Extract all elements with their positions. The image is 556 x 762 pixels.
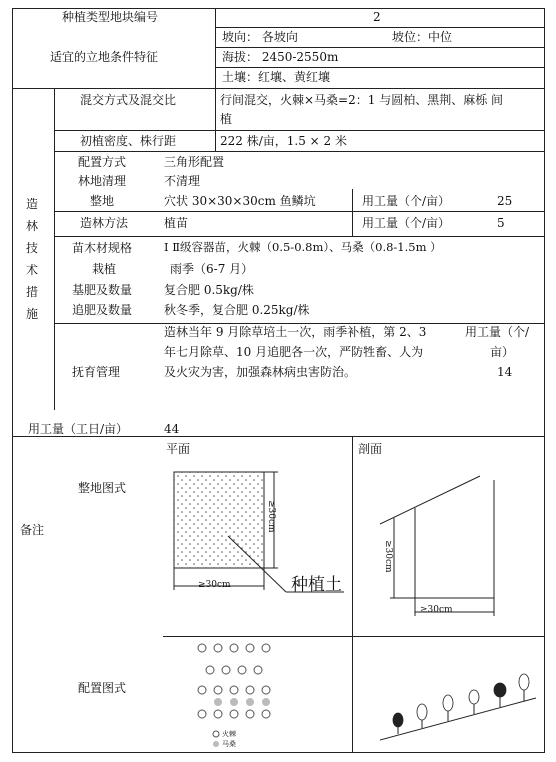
plan-height-dimension: ≥30cm (266, 500, 276, 533)
method-value: 植苗 (164, 216, 189, 230)
remarks-label: 备注 (20, 523, 45, 537)
base-fertilizer-value: 复合肥 0.5kg/株 (164, 283, 254, 297)
tending-value-line-1: 造林当年 9 月除草培土一次，雨季补植，第 2、3 (164, 325, 427, 339)
tending-value-line-2: 年七月除草、10 月追肥各一次，严防牲畜、人为 (164, 345, 424, 359)
planting-pattern-diagram (190, 640, 290, 750)
config-label: 配置方式 (78, 155, 127, 169)
tending-labor-label-2: 亩） (490, 345, 515, 359)
measures-section-char-1: 造 (26, 197, 39, 211)
method-labor-label: 用工量（个/亩） (362, 216, 451, 230)
measures-section-char-5: 措 (26, 285, 39, 299)
altitude-value: 海拔： 2450-2550m (222, 50, 339, 64)
base-fertilizer-label: 基肥及数量 (72, 283, 133, 297)
measures-section-char-6: 施 (26, 307, 39, 321)
seedling-label: 苗木材规格 (72, 241, 133, 255)
section-depth-dimension: ≥30cm (383, 540, 393, 573)
site-prep-labor-label: 用工量（个/亩） (362, 194, 451, 208)
site-conditions-label: 适宜的立地条件特征 (50, 50, 159, 64)
method-label: 造林方法 (80, 216, 129, 230)
section-view-label: 剖面 (358, 442, 383, 456)
slope-trees-diagram (376, 676, 540, 746)
mix-value-line-1: 行间混交，火棘×马桑=2：1 与圆柏、黑荆、麻栎 间 (220, 93, 504, 107)
method-labor-value: 5 (497, 216, 505, 230)
plan-width-dimension: ≥30cm (198, 580, 231, 590)
plot-code-value: 2 (373, 10, 381, 24)
measures-section-char-4: 术 (26, 263, 39, 277)
measures-section-char-3: 技 (26, 241, 39, 255)
config-diagram-label: 配置图式 (78, 681, 127, 695)
plan-view-label: 平面 (166, 442, 191, 456)
config-value: 三角形配置 (164, 155, 225, 169)
aspect-value: 坡向： 各坡向 (222, 30, 298, 44)
total-labor-label: 用工量（工日/亩） (28, 422, 129, 436)
soil-label: 种植土 (291, 575, 342, 595)
density-value: 222 株/亩，1.5 × 2 米 (220, 134, 347, 148)
clearing-label: 林地清理 (78, 174, 127, 188)
site-prep-labor-value: 25 (497, 194, 513, 208)
tending-label: 抚育管理 (72, 365, 121, 379)
tending-value-line-3: 及火灾为害，加强森林病虫害防治。 (164, 365, 357, 379)
legend-firethorn: 火棘 (222, 730, 236, 738)
soil-value: 土壤：红壤、黄红壤 (222, 70, 331, 84)
planting-label: 栽植 (92, 262, 117, 276)
measures-section-char-2: 林 (26, 219, 39, 233)
slope-position-value: 坡位：中位 (392, 30, 453, 44)
clearing-value: 不清理 (164, 174, 201, 188)
top-fertilizer-value: 秋冬季，复合肥 0.25kg/株 (164, 303, 310, 317)
seedling-value: Ⅰ Ⅱ级容器苗，火棘（0.5-0.8m）、马桑（0.8-1.5m ） (164, 240, 442, 254)
mix-label: 混交方式及混交比 (80, 93, 177, 107)
plot-code-label: 种植类型地块编号 (62, 10, 159, 24)
density-label: 初植密度、株行距 (80, 134, 177, 148)
total-labor-value: 44 (164, 422, 180, 436)
section-width-dimension: ≥30cm (420, 605, 453, 615)
site-prep-diagram-label: 整地图式 (78, 481, 127, 495)
mix-value-line-2: 植 (220, 112, 233, 126)
tending-labor-label-1: 用工量（个/ (465, 325, 530, 339)
planting-value: 雨季（6-7 月） (170, 262, 254, 276)
tending-labor-value: 14 (497, 365, 513, 379)
top-fertilizer-label: 追肥及数量 (72, 303, 133, 317)
site-prep-label: 整地 (90, 194, 115, 208)
legend-coriaria: 马桑 (222, 740, 236, 748)
site-prep-value: 穴状 30×30×30cm 鱼鳞坑 (164, 194, 316, 208)
